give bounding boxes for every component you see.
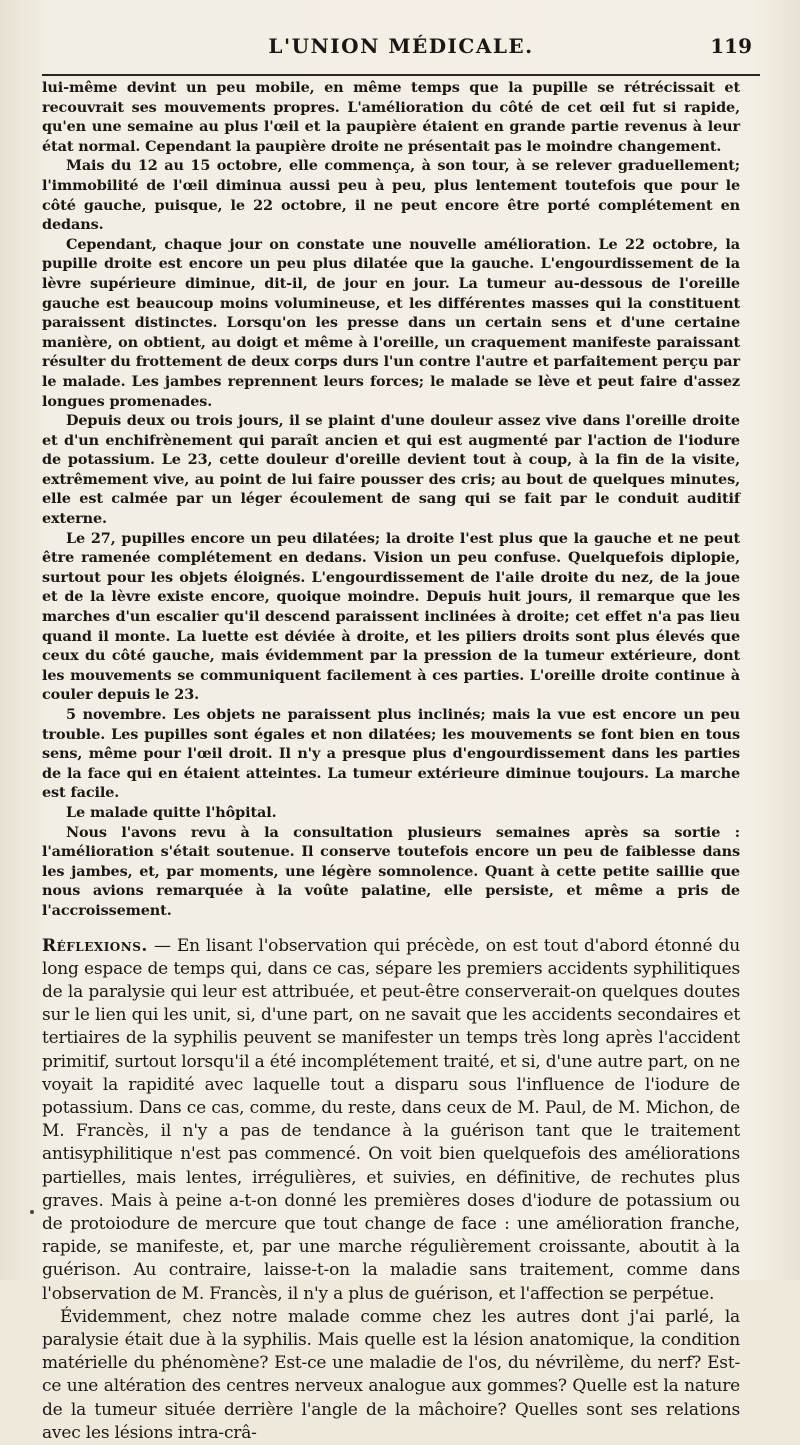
- case-paragraph: Depuis deux ou trois jours, il se plaint d'une douleur assez vive dans l'oreille droite et d'un enchifrènement qui paraît ancien et qui est augmenté par l'action de l'iodure de potassium. Le 23, cette douleur d'oreille devient tout à coup, à la fin de la visite, extrêmement vive, au point de lui faire pousser des cris; au bout de quelques minutes, elle est calmée par un léger écoulement de sang qui se fait par le conduit auditif externe.: [42, 412, 740, 528]
- reflexions-heading: Réflexions.: [42, 935, 148, 956]
- reflexions-section: [42, 935, 740, 1445]
- page-header: [42, 34, 760, 66]
- page-number: 119: [710, 34, 752, 58]
- running-title: L'UNION MÉDICALE.: [268, 34, 534, 58]
- case-paragraph: lui-même devint un peu mobile, en même temps que la pupille se rétrécissait et recouvrait ses mouvements propres. L'amélioration du côté de cet œil fut si rapide, qu'en une semaine au plus l'œil et la paupière étaient en grande partie revenus à leur état normal. Cependant la paupière droite ne présentait pas le moindre changement.: [42, 79, 740, 155]
- body-text: [42, 78, 740, 1445]
- reflexions-lead-text: — En lisant l'observation qui précède, on est tout d'abord étonné du long espace de temps qui, dans ce cas, sépare les premiers accidents syphilitiques de la paralysie qui leur est attribuée, et peut-être conserverait-on quelques doutes sur le lien qui les unit, si, d'une part, on ne savait que les accidents secondaires et tertiaires de la syphilis peuvent se manifester un temps très long après l'accident primitif, surtout lorsqu'il a été incomplétement traité, et si, d'une autre part, on ne voyait la rapidité avec laquelle tout a disparu sous l'influence de l'iodure de potassium. Dans ce cas, comme, du reste, dans ceux de M. Paul, de M. Michon, de M. Francès, il n'y a pas de tendance à la guérison tant que le traitement antisyphilitique n'est pas commencé. On voit bien quelquefois des améliorations partielles, mais lentes, irrégulières, et suivies, en définitive, de rechutes plus graves. Mais à peine a-t-on donné les premières doses d'iodure de potassium ou de protoiodure de mercure que tout change de face : une amélioration franche, rapide, se manifeste, et, par une marche régulièrement croissante, aboutit à la guérison. Au contraire, laisse-t-on la maladie sans traitement, comme dans l'observation de M. Francès, il n'y a plus de guérison, et l'affection se perpétue.: [42, 935, 740, 1304]
- reflexions-paragraph-2: Évidemment, chez notre malade comme chez les autres dont j'ai parlé, la paralysie était due à la syphilis. Mais quelle est la lésion anatomique, la condition matérielle du phénomène? Est-ce une maladie de l'os, du névrilème, du nerf? Est-ce une altération des centres nerveux analogue aux gommes? Quelle est la nature de la tumeur située derrière l'angle de la mâchoire? Quelles sont ses relations avec les lésions intra-crâ-: [42, 1306, 740, 1443]
- case-paragraph: Le 27, pupilles encore un peu dilatées; la droite l'est plus que la gauche et ne peut être ramenée complétement en dedans. Vision un peu confuse. Quelquefois diplopie, surtout pour les objets éloignés. L'engourdissement de l'aile droite du nez, de la joue et de la lèvre existe encore, quoique moindre. Depuis huit jours, il remarque que les marches d'un escalier qu'il descend paraissent inclinées à droite; cet effet n'a pas lieu quand il monte. La luette est déviée à droite, et les piliers droits sont plus élevés que ceux du côté gauche, mais évidemment par la pression de la tumeur extérieure, dont les mouvements se communiquent facilement à ces parties. L'oreille droite continue à couler depuis le 23.: [42, 529, 740, 704]
- case-paragraph: Mais du 12 au 15 octobre, elle commença, à son tour, à se relever graduellement; l'immobilité de l'œil diminua aussi peu à peu, plus lentement toutefois que pour le côté gauche, puisque, le 22 octobre, il ne peut encore être porté complétement en dedans.: [42, 157, 740, 234]
- case-paragraph: Cependant, chaque jour on constate une nouvelle amélioration. Le 22 octobre, la pupille droite est encore un peu plus dilatée que la gauche. L'engourdissement de la lèvre supérieure diminue, dit-il, de jour en jour. La tumeur au-dessous de l'oreille gauche est beaucoup moins volumineuse, et les différentes masses qui la constituent paraissent distinctes. Lorsqu'on les presse dans un certain sens et d'une certaine manière, on obtient, au doigt et même à l'oreille, un craquement manifeste paraissant résulter du frottement de deux corps durs l'un contre l'autre et parfaitement perçu par le malade. Les jambes reprennent leurs forces; le malade se lève et peut faire d'assez longues promenades.: [42, 235, 740, 410]
- reflexions-paragraph: [42, 935, 740, 1306]
- case-paragraph: Nous l'avons revu à la consultation plusieurs semaines après sa sortie : l'amélioration s'était soutenue. Il conserve toutefois encore un peu de faiblesse dans les jambes, et, par moments, une légère somnolence. Quant à cette petite saillie que nous avions remarquée à la voûte palatine, elle persiste, et même a pris de l'accroissement.: [42, 823, 740, 919]
- case-paragraph: 5 novembre. Les objets ne paraissent plus inclinés; mais la vue est encore un peu trouble. Les pupilles sont égales et non dilatées; les mouvements se font bien en tous sens, même pour l'œil droit. Il n'y a presque plus d'engourdissement dans les parties de la face qui en étaient atteintes. La tumeur extérieure diminue toujours. La marche est facile.: [42, 706, 740, 802]
- case-paragraph: Le malade quitte l'hôpital.: [66, 803, 277, 821]
- header-rule: [42, 74, 760, 76]
- case-observation: [42, 78, 740, 921]
- ink-spot: [30, 1210, 34, 1214]
